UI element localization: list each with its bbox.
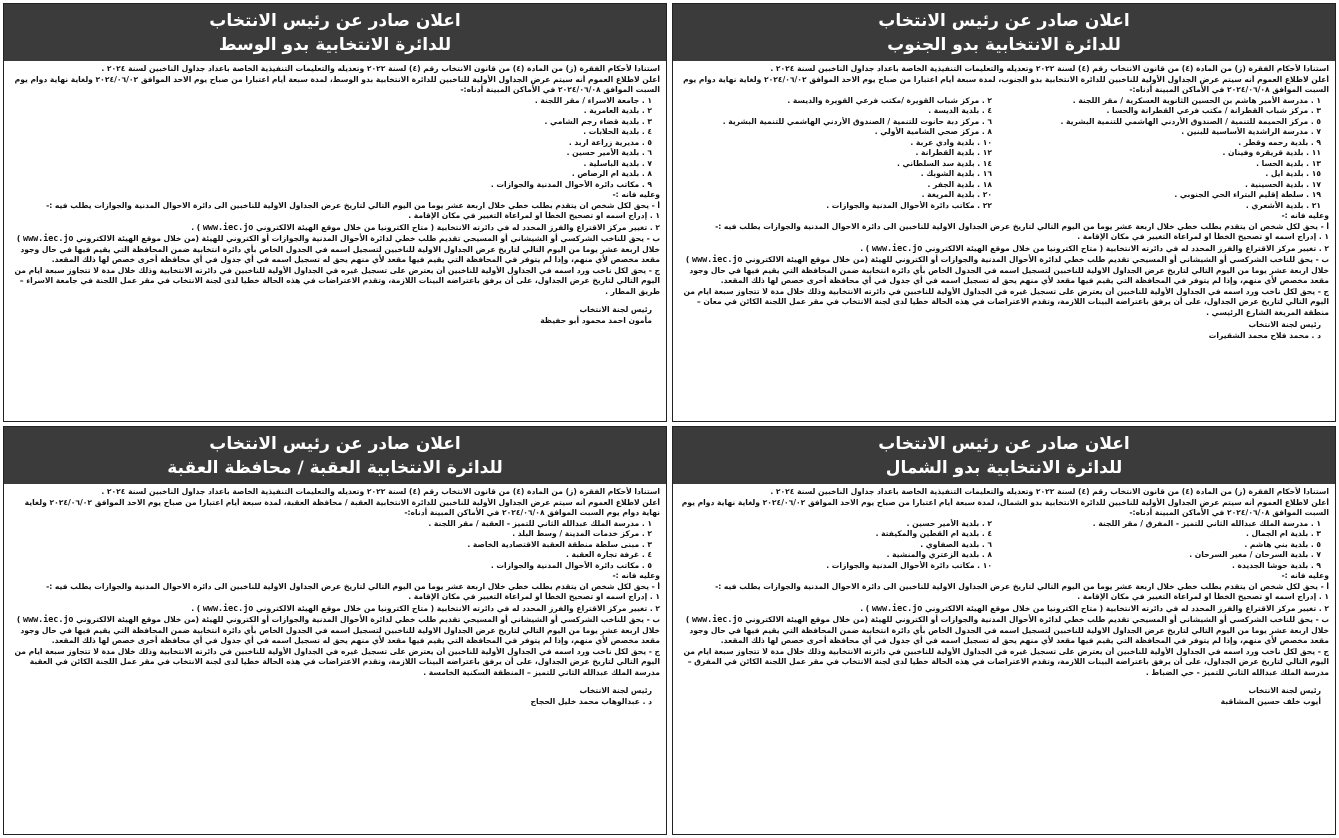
location-item: ٢١ . بلدية الأشعري . xyxy=(1245,200,1321,210)
clause-b-rest: ) خلال اربعة عشر يوما من اليوم التالي لتاريخ عرض الجداول الاولية للناخبين لتسجيل اسمه في الجدول الخاص بأي دائرة انتخابية ضمن المحافظة التي يقيم فيها في حال وجود مقعد مخصص لأي منهم، وإذا لم يتوفر في المحافظة التي يقيم فيها مقعد لأي منهم يحق له تسجيل اسمه في أي جدول في أي محافظة أخرى خصص لها ذلك المقعد. xyxy=(685,255,1329,285)
location-item: ١٠ . بلدية وادي عربة . xyxy=(910,137,992,147)
signature-name: د . محمد فلاح محمد الشقيرات xyxy=(1208,331,1321,340)
announcement-panel-bedouin-north xyxy=(672,426,1336,835)
clause-a-2-text: ٢ . تغيير مركز الاقتراع والفرز المحدد له في دائرته الانتخابية ( متاح الكترونيا من خلال موقع الهيئة الالكتروني xyxy=(255,222,660,232)
iec-website-link[interactable]: www.iec.jo xyxy=(692,254,743,264)
clause-a-1: ١ . إدراج اسمه او تصحيح الخطأ او لمراعاة التغيير في مكان الإقامة . xyxy=(408,211,660,220)
location-item: ٢ . بلدية الأمير حسين . xyxy=(906,518,992,528)
signature-name: د . عبدالوهاب محمد خليل الحجاج xyxy=(530,697,652,706)
clause-c: ج - يحق لكل ناخب ورد اسمه في الجداول الأولية للناخبين أن يعترض على تسجيل غيره في الجداول الأولية للناخبين في دائرته الانتخابية وذلك خلال مدة لا تتجاوز سبعة ايام من اليوم التالي لتاريخ عرض الجداول، على أن يرفق باعتراضه البينات اللازمة، وتقدم الاعتراضات في هذه الحالة خطيا لدى لجنة الانتخاب في مقر عمل اللجنة الكائن في معان – منطقة المريغة الشارع الرئيسي . xyxy=(683,286,1329,317)
clause-b-rest: ) خلال اربعة عشر يوما من اليوم التالي لتاريخ عرض الجداول الاولية للناخبين لتسجيل اسمه في الجدول الخاص بأي دائرة انتخابية ضمن المحافظة التي يقيم فيها في حال وجود مقعد مخصص لأي منهم، وإذا لم يتوفر في المحافظة التي يقيم فيها مقعد لأي منهم يحق له تسجيل اسمه في أي جدول في أي محافظة أخرى خصص لها ذلك المقعد. xyxy=(16,234,660,264)
location-item: ٣ . بلدية قضاء رجم الشامي . xyxy=(544,116,652,126)
clause-b xyxy=(10,233,660,266)
intro-legal-basis: استنادا لأحكام الفقرة (ز) من المادة (٤) من قانون الانتخاب رقم (٤) لسنة ٢٠٢٢ وتعديله والتعليمات التنفيذية الخاصة باعداد جداول الناخبين لسنة ٢٠٢٤ . xyxy=(770,487,1329,496)
location-item: ٢ . مركز شباب القويرة /مكتب فرعي القويرة والديسة . xyxy=(787,95,992,105)
location-item: ٤ . بلدية الحلابات . xyxy=(583,127,652,136)
clause-b xyxy=(10,614,660,647)
clause-b xyxy=(679,254,1329,287)
location-item: ١ . جامعة الاسراء / مقر اللجنة . xyxy=(534,95,652,105)
signature-title: رئيس لجنة الانتخاب xyxy=(579,305,652,314)
locations-list xyxy=(679,519,1327,572)
panel-body xyxy=(673,484,1335,834)
clause-a-2-end: ) . xyxy=(191,603,201,613)
location-item: ٢ . بلدية العامرية . xyxy=(583,106,652,115)
clause-b-text: ب - يحق للناخب الشركسي أو الشيشاني أو المسيحي تقديم طلب خطي لدائرة الأحوال المدنية والجوازات أو الكتروني للهيئة (من خلال موقع الهيئة الالكتروني xyxy=(745,615,1329,624)
location-item: ١ . مدرسة الملك عبدالله الثاني للتميز - المفرق / مقر اللجنة . xyxy=(1092,518,1321,528)
therefore-label: وعليه فانه :- xyxy=(612,190,660,199)
clause-a: أ - يحق لكل شخص ان يتقدم بطلب خطي خلال اربعة عشر يوما من اليوم التالي لتاريخ عرض الجداول الاولية للناخبين الى دائرة الاحوال المدنية والجوازات يطلب فيه :- xyxy=(46,581,660,591)
clause-a-2 xyxy=(679,243,1329,255)
panel-body xyxy=(4,484,666,834)
signature-block xyxy=(679,685,1329,707)
clause-a-2-end: ) . xyxy=(191,222,201,232)
panel-subtitle: للدائرة الانتخابية بدو الشمال xyxy=(885,458,1123,478)
announcement-panel-bedouin-central xyxy=(3,3,667,422)
clause-b-rest: ) خلال اربعة عشر يوما من اليوم التالي لتاريخ عرض الجداول الاولية للناخبين لتسجيل اسمه في الجدول الخاص بأي دائرة انتخابية ضمن المحافظة التي يقيم فيها في حال وجود مقعد مخصص لأي منهم، وإذا لم يتوفر في المحافظة التي يقيم فيها مقعد لأي منهم يحق له تسجيل اسمه في أي جدول في أي محافظة أخرى خصص لها ذلك المقعد. xyxy=(685,615,1329,645)
signature-title: رئيس لجنة الانتخاب xyxy=(1248,320,1321,329)
signature-name: أيوب خلف حسين المشاقبة xyxy=(1220,697,1321,706)
location-item: ١٣ . بلدية الحسا . xyxy=(1256,158,1321,168)
clause-b-rest: ) خلال اربعة عشر يوما من اليوم التالي لتاريخ عرض الجداول الاولية للناخبين لتسجيل اسمه في الجدول الخاص بأي دائرة انتخابية ضمن المحافظة التي يقيم فيها في حال وجود مقعد مخصص لأي منهم، وإذا لم يتوفر في المحافظة التي يقيم فيها مقعد لأي منهم يحق له تسجيل اسمه في أي جدول في أي محافظة أخرى خصص لها ذلك المقعد. xyxy=(16,615,660,645)
panel-header xyxy=(673,427,1335,484)
clause-c: ج - يحق لكل ناخب ورد اسمه في الجداول الأولية للناخبين أن يعترض على تسجيل غيره في الجداول الأولية للناخبين في دائرته الانتخابية وذلك خلال مدة لا تتجاوز سبعة ايام من اليوم التالي لتاريخ عرض الجداول، على أن يرفق باعتراضه البينات اللازمة، وتقدم الاعتراضات في هذه الحالة خطيا لدى لجنة الانتخاب في مقر عمل اللجنة الكائن في العقبة مدرسة الملك عبدالله الثاني للتميز – المنطقة السكنية الخامسة . xyxy=(14,646,660,677)
clause-a-2-text: ٢ . تغيير مركز الاقتراع والفرز المحدد له في دائرته الانتخابية ( متاح الكترونيا من خلال موقع الهيئة الالكتروني xyxy=(924,243,1329,253)
clause-b xyxy=(679,614,1329,647)
clause-a-2 xyxy=(679,603,1329,615)
therefore-label: وعليه فانه :- xyxy=(1281,571,1329,580)
location-item: ٨ . مركز صحي الشامية الأولي . xyxy=(874,127,992,136)
clause-b-text: ب - يحق للناخب الشركسي أو الشيشاني أو المسيحي تقديم طلب خطي لدائرة الأحوال المدنية والجوازات أو الكتروني للهيئة (من خلال موقع الهيئة الالكتروني xyxy=(76,234,660,243)
location-item: ٥ . مركز الحميمة للتنمية / الصندوق الأردني الهاشمي للتنمية البشرية . xyxy=(1060,116,1321,126)
locations-list xyxy=(10,96,658,191)
iec-website-link[interactable]: www.iec.jo xyxy=(871,242,923,253)
location-item: ٦ . بلدية الأمير حسين . xyxy=(566,148,652,157)
panel-header xyxy=(4,427,666,484)
signature-title: رئيس لجنة الانتخاب xyxy=(1248,686,1321,695)
clause-a: أ - يحق لكل شخص ان يتقدم بطلب خطي خلال اربعة عشر يوما من اليوم التالي لتاريخ عرض الجداول الاولية للناخبين الى دائرة الاحوال المدنية والجوازات يطلب فيه :- xyxy=(715,221,1329,231)
location-item: ٥ . مديرية زراعة اربد . xyxy=(568,137,652,147)
panel-title: اعلان صادر عن رئيس الانتخاب xyxy=(209,11,461,31)
intro-legal-basis: استنادا لأحكام الفقرة (ز) من المادة (٤) من قانون الانتخاب رقم (٤) لسنة ٢٠٢٢ وتعديله والتعليمات التنفيذية الخاصة باعداد جداول الناخبين لسنة ٢٠٢٤ . xyxy=(101,487,660,496)
location-item: ٩ . مكاتب دائرة الأحوال المدنية والجوازات . xyxy=(490,179,652,189)
therefore-label: وعليه فانه :- xyxy=(1281,211,1329,220)
clause-a: أ - يحق لكل شخص ان يتقدم بطلب خطي خلال اربعة عشر يوما من اليوم التالي لتاريخ عرض الجداول الاولية للناخبين الى دائرة الاحوال المدنية والجوازات يطلب فيه :- xyxy=(715,581,1329,591)
panel-body xyxy=(4,61,666,421)
location-item: ٤ . بلدية الديسة . xyxy=(928,106,992,115)
location-item: ١٠ . مكاتب دائرة الأحوال المدنية والجوازات . xyxy=(826,560,992,570)
iec-website-link[interactable]: www.iec.jo xyxy=(871,602,923,613)
clause-a-1: ١ . إدراج اسمه او تصحيح الخطأ او لمراعاة التغيير في مكان الإقامة . xyxy=(1077,592,1329,601)
panel-title: اعلان صادر عن رئيس الانتخاب xyxy=(878,11,1130,31)
panel-header xyxy=(4,4,666,61)
location-item: ٧ . مدرسة الراشدية الأساسية للبنين . xyxy=(1181,127,1321,136)
location-item: ٨ . بلدية الزعتري والمنشية . xyxy=(886,550,992,559)
location-item: ٥ . بلدية بني هاشم . xyxy=(1244,539,1321,549)
panel-header xyxy=(673,4,1335,61)
location-item: ٣ . بلدية ام الجمال . xyxy=(1245,529,1321,538)
location-item: ٤ . غرفة تجارة العقبة . xyxy=(565,550,652,559)
iec-website-link[interactable]: www.iec.jo xyxy=(202,221,254,232)
iec-website-link[interactable]: www.iec.jo xyxy=(692,614,743,624)
announcement-panel-aqaba xyxy=(3,426,667,835)
location-item: ٨ . بلدية ام الرصاص . xyxy=(571,169,652,178)
location-item: ١٧ . بلدية الحسينية . xyxy=(1245,179,1321,189)
clause-a-2 xyxy=(10,603,660,615)
location-item: ٧ . بلدية الباسلية . xyxy=(583,158,652,168)
location-item: ٦ . مركز دبة حانوت للتنمية / الصندوق الأردني الهاشمي للتنمية البشرية . xyxy=(722,116,992,126)
intro-notice: أعلن لاطلاع العموم أنه سيتم عرض الجداول الأولية للناخبين للدائرة الانتخابية بدو الوسط، لمدة سبعة أيام اعتبارا من صباح يوم الاحد الموافق ٢٠٢٤/٠٦/٠٢ ولغاية نهاية دوام يوم السبت الموافق ٢٠٢٤/٠٦/٠٨ في الأماكن المبينة أدناه:- xyxy=(14,74,660,94)
location-item: ١٢ . بلدية القطرانة . xyxy=(915,148,992,157)
panel-body xyxy=(673,61,1335,421)
location-item: ٩ . بلدية حوشا الجديدة . xyxy=(1231,560,1321,570)
location-item: ٢٠ . بلدية المريغة . xyxy=(921,190,992,199)
iec-website-link[interactable]: www.iec.jo xyxy=(23,614,74,624)
panel-title: اعلان صادر عن رئيس الانتخاب xyxy=(878,434,1130,454)
announcements-grid xyxy=(3,3,1336,835)
intro-notice: أعلن لاطلاع العموم أنه سيتم عرض الجداول الأولية للناخبين للدائرة الانتخابية بدو الجنوب، لمدة سبعة أيام اعتبارا من صباح يوم الاحد الموافق ٢٠٢٤/٠٦/٠٢ ولغاية نهاية دوام يوم السبت الموافق ٢٠٢٤/٠٦/٠٨ في الأماكن المبينة أدناه:- xyxy=(683,74,1329,94)
signature-title: رئيس لجنة الانتخاب xyxy=(579,686,652,695)
clause-a: أ - يحق لكل شخص ان يتقدم بطلب خطي خلال اربعة عشر يوما من اليوم التالي لتاريخ عرض الجداول الاولية للناخبين الى دائرة الاحوال المدنية والجوازات يطلب فيه :- xyxy=(46,200,660,210)
panel-title: اعلان صادر عن رئيس الانتخاب xyxy=(209,434,461,454)
location-item: ١٨ . بلدية الجفر . xyxy=(927,179,992,189)
location-item: ٢٢ . مكاتب دائرة الأحوال المدنية والجوازات . xyxy=(826,200,992,210)
intro-notice: أعلن لاطلاع العموم أنه سيتم عرض الجداول الأولية للناخبين للدائرة الانتخابية بدو الشمال، لمدة سبعة أيام اعتبارا من صباح يوم الاحد الموافق ٢٠٢٤/٠٦/٠٢ ولغاية نهاية دوام يوم السبت الموافق ٢٠٢٤/٠٦/٠٨ في الأماكن المبينة أدناه:- xyxy=(681,497,1329,517)
location-item: ١٤ . بلدية سد السلطاني . xyxy=(897,158,992,168)
location-item: ٣ . مبنى سلطة منطقة العقبة الاقتصادية الخاصة . xyxy=(467,539,652,549)
signature-block xyxy=(679,319,1329,341)
location-item: ٣ . مركز شباب القطرانة / مكتب فرعي القطرانة والحسا . xyxy=(1106,106,1321,115)
clause-a-2-text: ٢ . تغيير مركز الاقتراع والفرز المحدد له في دائرته الانتخابية ( متاح الكترونيا من خلال موقع الهيئة الالكتروني xyxy=(924,603,1329,613)
clause-c: ج - يحق لكل ناخب ورد اسمه في الجداول الأولية للناخبين أن يعترض على تسجيل غيره في الجداول الأولية للناخبين في دائرته الانتخابية وذلك خلال مدة لا تتجاوز سبعة ايام من اليوم التالي لتاريخ عرض الجداول، على أن يرفق باعتراضه البينات اللازمة، وتقدم الاعتراضات في هذه الحالة خطيا لدى لجنة الانتخاب في مقر عمل اللجنة في جامعة الاسراء – طريق المطار . xyxy=(14,265,660,296)
clause-a-2 xyxy=(10,222,660,234)
intro-notice: أعلن لاطلاع العموم أنه سيتم عرض الجداول الأولية للناخبين للدائرة الانتخابية العقبة / محافظة العقبة، لمدة سبعة أيام اعتبارا من صباح يوم الاحد الموافق ٢٠٢٤/٠٦/٠٢ ولغاية نهاية دوام يوم السبت الموافق ٢٠٢٤/٠٦/٠٨ في الأماكن المبينة أدناه:- xyxy=(24,497,660,517)
intro-legal-basis: استنادا لأحكام الفقرة (ز) من المادة (٤) من قانون الانتخاب رقم (٤) لسنة ٢٠٢٢ وتعديله والتعليمات التنفيذية الخاصة باعداد جداول الناخبين لسنة ٢٠٢٤ . xyxy=(770,64,1329,73)
signature-block xyxy=(10,685,660,707)
therefore-label: وعليه فانه :- xyxy=(612,571,660,580)
location-item: ٢ . مركز خدمات المدينة / وسط البلد . xyxy=(512,529,652,538)
announcement-panel-bedouin-south xyxy=(672,3,1336,422)
location-item: ١١ . بلدية قريقرة وفينان . xyxy=(1222,148,1321,157)
location-item: ١٦ . بلدية الشوبك . xyxy=(920,169,992,178)
panel-subtitle: للدائرة الانتخابية العقبة / محافظة العقبة xyxy=(167,458,503,478)
locations-list xyxy=(10,519,658,572)
clause-b-text: ب - يحق للناخب الشركسي أو الشيشاني أو المسيحي تقديم طلب خطي لدائرة الأحوال المدنية والجوازات أو الكتروني للهيئة (من خلال موقع الهيئة الالكتروني xyxy=(745,255,1329,264)
location-item: ٤ . بلدية ام القطين والمكيفتة . xyxy=(875,529,992,538)
intro-legal-basis: استنادا لأحكام الفقرة (ز) من المادة (٤) من قانون الانتخاب رقم (٤) لسنة ٢٠٢٢ وتعديله والتعليمات التنفيذية الخاصة باعداد جداول الناخبين لسنة ٢٠٢٤ . xyxy=(101,64,660,73)
clause-b-text: ب - يحق للناخب الشركسي أو الشيشاني أو المسيحي تقديم طلب خطي لدائرة الأحوال المدنية والجوازات أو الكتروني للهيئة (من خلال موقع الهيئة الالكتروني xyxy=(76,615,660,624)
clause-a-2-end: ) . xyxy=(860,603,870,613)
clause-c: ج - يحق لكل ناخب ورد اسمه في الجداول الأولية للناخبين أن يعترض على تسجيل غيره في الجداول الأولية للناخبين في دائرته الانتخابية وذلك خلال مدة لا تتجاوز سبعة ايام من اليوم التالي لتاريخ عرض الجداول، على أن يرفق باعتراضه البينات اللازمة، وتقدم الاعتراضات في هذه الحالة خطيا لدى لجنة الانتخاب في مقر عمل اللجنة الكائن في المفرق – مدرسة الملك عبدالله الثاني للتميز - حي الضباط . xyxy=(683,646,1329,677)
clause-a-2-text: ٢ . تغيير مركز الاقتراع والفرز المحدد له في دائرته الانتخابية ( متاح الكترونيا من خلال موقع الهيئة الالكتروني xyxy=(255,603,660,613)
panel-subtitle: للدائرة الانتخابية بدو الجنوب xyxy=(887,35,1121,55)
location-item: ٩ . بلدية رحمه وقطر . xyxy=(1238,137,1321,147)
panel-subtitle: للدائرة الانتخابية بدو الوسط xyxy=(218,35,452,55)
clause-a-1: ١ . إدراج اسمه او تصحيح الخطأ او لمراعاة التغيير في مكان الإقامة . xyxy=(408,592,660,601)
iec-website-link[interactable]: www.iec.jo xyxy=(23,233,74,243)
iec-website-link[interactable]: www.iec.jo xyxy=(202,602,254,613)
location-item: ١٩ . سلطة إقليم البتراء الحي الجنوبي . xyxy=(1174,190,1321,199)
signature-name: مأمون احمد محمود أبو حفيظة xyxy=(540,316,652,325)
location-item: ١ . مدرسة الأمير هاشم بن الحسين الثانوية العسكرية / مقر اللجنة . xyxy=(1072,95,1321,105)
location-item: ١ . مدرسة الملك عبدالله الثاني للتميز - العقبة / مقر اللجنة . xyxy=(428,518,652,528)
clause-a-1: ١ . إدراج اسمه او تصحيح الخطأ او لمراعاة التغيير في مكان الإقامة . xyxy=(1077,232,1329,241)
location-item: ٧ . بلدية السرحان / مغير السرحان . xyxy=(1189,550,1321,559)
location-item: ١٥ . بلدية ايل . xyxy=(1265,169,1321,178)
clause-a-2-end: ) . xyxy=(860,243,870,253)
locations-list xyxy=(679,96,1327,212)
location-item: ٥ . مكاتب دائرة الأحوال المدنية والجوازات . xyxy=(490,560,652,570)
location-item: ٦ . بلدية الصفاوي . xyxy=(920,539,992,549)
signature-block xyxy=(10,304,660,326)
